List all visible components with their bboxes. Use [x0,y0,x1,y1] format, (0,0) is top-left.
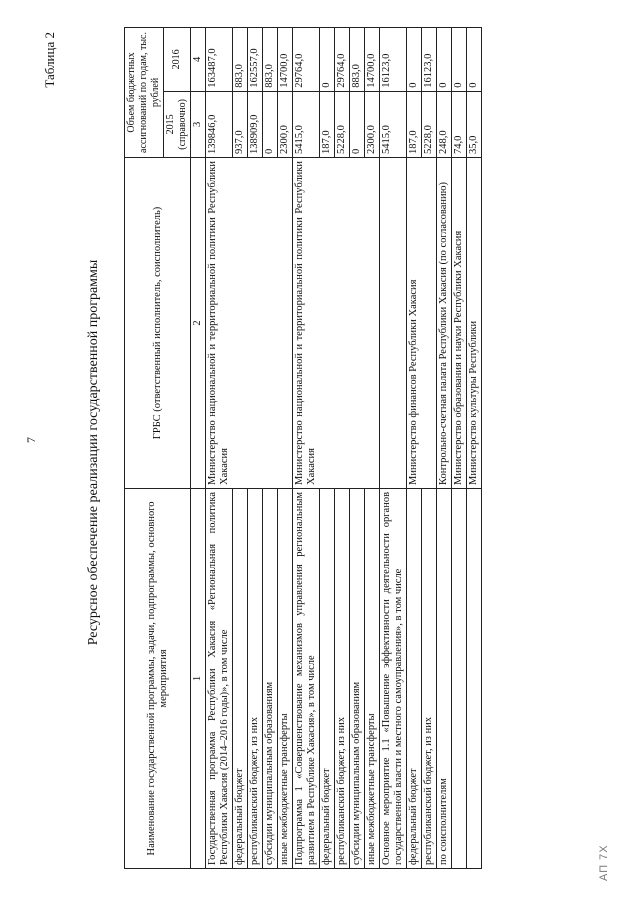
row-2016: 0 [437,28,452,92]
row-grbs: Министерство национальной и территориальной политики Республики Хакасия [206,157,293,488]
row-2015: 0 [263,91,278,157]
header-year-2015: 2015 (справочно) [164,91,191,157]
row-2016: 14700,0 [278,28,293,92]
table-label: Таблица 2 [42,32,57,88]
row-2016: 0 [407,28,422,92]
row-2015: 248,0 [437,91,452,157]
row-grbs: Министерство национальной и территориальной политики Республики Хакасия [293,157,380,488]
row-2016: 16123,0 [422,28,437,92]
row-name: федеральный бюджет [407,488,422,868]
row-name: республиканский бюджет, из них [335,488,350,868]
row-2015: 74,0 [452,91,467,157]
header-col-number: 3 [191,91,206,157]
header-budget: Объем бюджетных ассигнований по годам, тыс. рублей [125,28,164,158]
row-2016: 883,0 [233,28,248,92]
row-2015: 187,0 [407,91,422,157]
row-2015: 35,0 [467,91,482,157]
header-col-number: 4 [191,28,206,92]
archive-stamp: АП 7Х [598,844,610,881]
row-name: федеральный бюджет [320,488,335,868]
table-row [407,28,422,869]
row-2015: 138909,0 [248,91,263,157]
row-2016: 16123,0 [380,28,407,92]
row-2015: 187,0 [320,91,335,157]
row-2015: 5228,0 [335,91,350,157]
table-row [452,28,467,869]
header-program: Наименование государственной программы, задачи, подпрограммы, основного мероприятия [125,488,191,868]
row-grbs: Контрольно-счетная палата Республики Хакасия (по согласованию) [437,157,452,488]
row-2016: 0 [452,28,467,92]
row-2015: 2300,0 [278,91,293,157]
row-2016: 29764,0 [335,28,350,92]
table-row [437,28,452,869]
header-col-number: 2 [191,157,206,488]
row-name: субсидии муниципальным образованиям [350,488,365,868]
row-2015: 5415,0 [293,91,320,157]
row-2016: 0 [320,28,335,92]
row-grbs: Министерство культуры Республики [467,157,482,488]
row-2016: 0 [467,28,482,92]
row-2015: 0 [350,91,365,157]
row-2015: 139846,0 [206,91,233,157]
row-grbs: Министерство финансов Республики Хакасия [407,157,437,488]
row-name: республиканский бюджет, из них [422,488,437,868]
table-row [293,28,320,869]
row-2016: 163487,0 [206,28,233,92]
row-name: федеральный бюджет [233,488,248,868]
row-2015: 5415,0 [380,91,407,157]
row-name: иные межбюджетные трансферты [365,488,380,868]
resource-table [124,27,482,869]
table-row [206,28,233,869]
row-name: Подпрограмма 1 «Совершенствование механизмов управления региональным развитием в Республике Хакасия», в том числе [293,488,320,868]
page-title: Ресурсное обеспечение реализации государственной программы [86,259,101,646]
row-name: субсидии муниципальным образованиям [263,488,278,868]
header-year-2016: 2016 [164,28,191,92]
row-grbs [380,157,407,488]
row-2015: 937,0 [233,91,248,157]
row-2016: 14700,0 [365,28,380,92]
table-row [380,28,407,869]
row-2015: 5228,0 [422,91,437,157]
row-name: республиканский бюджет, из них [248,488,263,868]
row-2016: 29764,0 [293,28,320,92]
row-name [467,488,482,868]
row-2016: 883,0 [263,28,278,92]
table-row [467,28,482,869]
row-name: Государственная программа Республики Хакасия «Региональная политика Республики Хакасия (2014–2016 годы)», в том числе [206,488,233,868]
row-name: по соисполнителям [437,488,452,868]
row-name [452,488,467,868]
row-name: иные межбюджетные трансферты [278,488,293,868]
row-2015: 2300,0 [365,91,380,157]
header-col-number: 1 [191,488,206,868]
row-grbs: Министерство образования и науки Республики Хакасия [452,157,467,488]
header-grbs: ГРБС (ответственный исполнитель, соисполнитель) [125,157,191,488]
row-2016: 883,0 [350,28,365,92]
page-number: 7 [24,437,38,443]
row-2016: 162557,0 [248,28,263,92]
row-name: Основное мероприятие 1.1 «Повышение эффективности деятельности органов государственной власти и местного самоуправления», в том числе [380,488,407,868]
